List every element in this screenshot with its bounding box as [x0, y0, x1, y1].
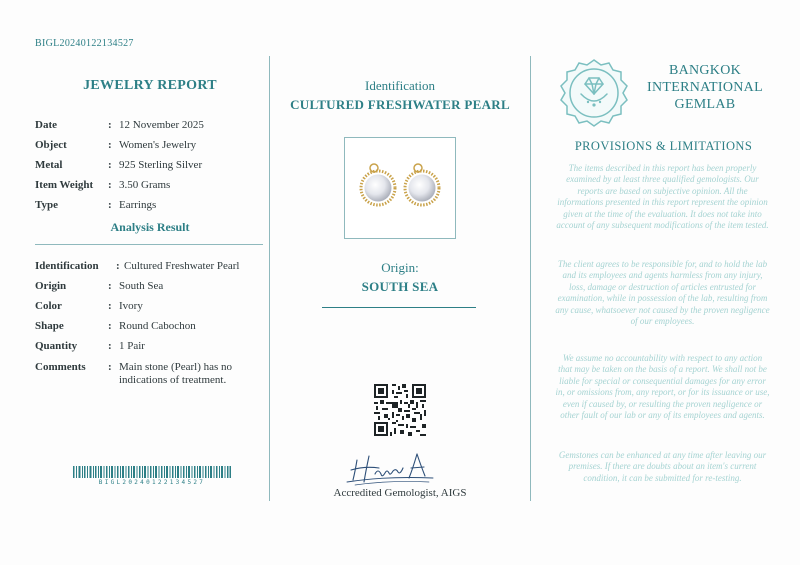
lab-logo-icon	[559, 58, 629, 128]
gemologist-signature	[345, 448, 435, 488]
detail-value: Earrings	[119, 199, 157, 211]
analysis-label: Origin	[35, 280, 67, 292]
analysis-label: Comments	[35, 361, 86, 373]
column-divider-right	[530, 56, 531, 501]
detail-label: Object	[35, 139, 67, 151]
provisions-title: PROVISIONS & LIMITATIONS	[574, 139, 753, 153]
detail-value: 3.50 Grams	[119, 179, 171, 191]
analysis-row-identification: Identification : Cultured Freshwater Pearl	[35, 260, 264, 273]
lab-name-line: BANGKOK	[668, 63, 742, 78]
identification-value: CULTURED FRESHWATER PEARL	[290, 97, 510, 112]
analysis-value: South Sea	[119, 280, 164, 292]
analysis-heading: Analysis Result	[110, 220, 190, 234]
origin-underline	[322, 307, 476, 308]
report-number: BIGL20240122134527	[35, 38, 134, 49]
detail-label: Date	[35, 119, 57, 131]
barcode-icon	[73, 466, 231, 478]
identification-label: Identification	[364, 78, 436, 93]
analysis-label: Color	[35, 300, 62, 312]
analysis-value: Main stone (Pearl) has no indications of treatment.	[119, 361, 233, 386]
analysis-value: Ivory	[119, 300, 143, 312]
detail-row-object: Object : Women's Jewelry	[35, 139, 259, 152]
origin-label: Origin:	[381, 260, 419, 275]
report-title: JEWELRY REPORT	[83, 78, 217, 93]
provision-paragraph: The items described in this report has been properly examined by at least three qualified gemologists. Our reports are based on subjective opinion. All the informations presented in this report represent the opinion given at the time of the evaluation. It does not take into account of any subsequent modifications of the item tested.	[556, 163, 769, 231]
detail-row-date: Date : 12 November 2025	[35, 119, 259, 132]
qr-code-icon[interactable]	[374, 384, 426, 436]
analysis-row-shape: Shape : Round Cabochon	[35, 320, 259, 333]
lab-name	[640, 62, 770, 113]
analysis-row-color: Color : Ivory	[35, 300, 259, 313]
pearl-earrings-photo	[344, 137, 456, 239]
detail-value: 12 November 2025	[119, 119, 204, 131]
detail-label: Metal	[35, 159, 63, 171]
provision-paragraph: The client agrees to be responsible for, and to hold the lab and its employees and agents harmless from any injury, loss, damage or destruction of articles entrusted for examination, while in possession of the lab, resulting from any cause, whatsoever not caused by the proven negligence of our employees.	[555, 259, 770, 327]
analysis-label: Quantity	[35, 340, 78, 352]
detail-value: Women's Jewelry	[119, 139, 197, 151]
gemologist-credential: Accredited Gemologist, AIGS	[333, 487, 467, 499]
detail-label: Item Weight	[35, 179, 94, 191]
barcode-number: BIGL20240122134527	[98, 479, 206, 486]
analysis-row-comments: Comments : Main stone (Pearl) has no indications of treatment.	[35, 361, 254, 387]
analysis-label: Shape	[35, 320, 64, 332]
analysis-label: Identification	[35, 260, 99, 272]
analysis-row-origin: Origin : South Sea	[35, 280, 259, 293]
analysis-row-quantity: Quantity : 1 Pair	[35, 340, 259, 353]
detail-row-item-weight: Item Weight : 3.50 Grams	[35, 179, 259, 192]
origin-value: SOUTH SEA	[361, 279, 439, 294]
lab-name-line: INTERNATIONAL	[647, 80, 763, 95]
lab-name-line: GEMLAB	[674, 97, 736, 112]
section-rule	[35, 244, 263, 245]
detail-row-metal: Metal : 925 Sterling Silver	[35, 159, 259, 172]
analysis-value: 1 Pair	[119, 340, 145, 352]
analysis-value: Round Cabochon	[119, 320, 196, 332]
detail-value: 925 Sterling Silver	[119, 159, 203, 171]
detail-label: Type	[35, 199, 59, 211]
analysis-value: Cultured Freshwater Pearl	[124, 260, 240, 272]
detail-row-type: Type : Earrings	[35, 199, 259, 212]
provision-paragraph: Gemstones can be enhanced at any time after leaving our premises. If there are doubts about an item's current condition, it can be submitted for re-testing.	[558, 450, 767, 483]
provision-paragraph: We assume no accountability with respect to any action that may be taken on the basis of a report. We shall not be liable for special or consequential damages for any error in, or omissions from, any report, or for its issuance or use, even if caused by, or resulting the proven negligence or other fault of our lab or any of its employees and agents.	[555, 353, 770, 421]
